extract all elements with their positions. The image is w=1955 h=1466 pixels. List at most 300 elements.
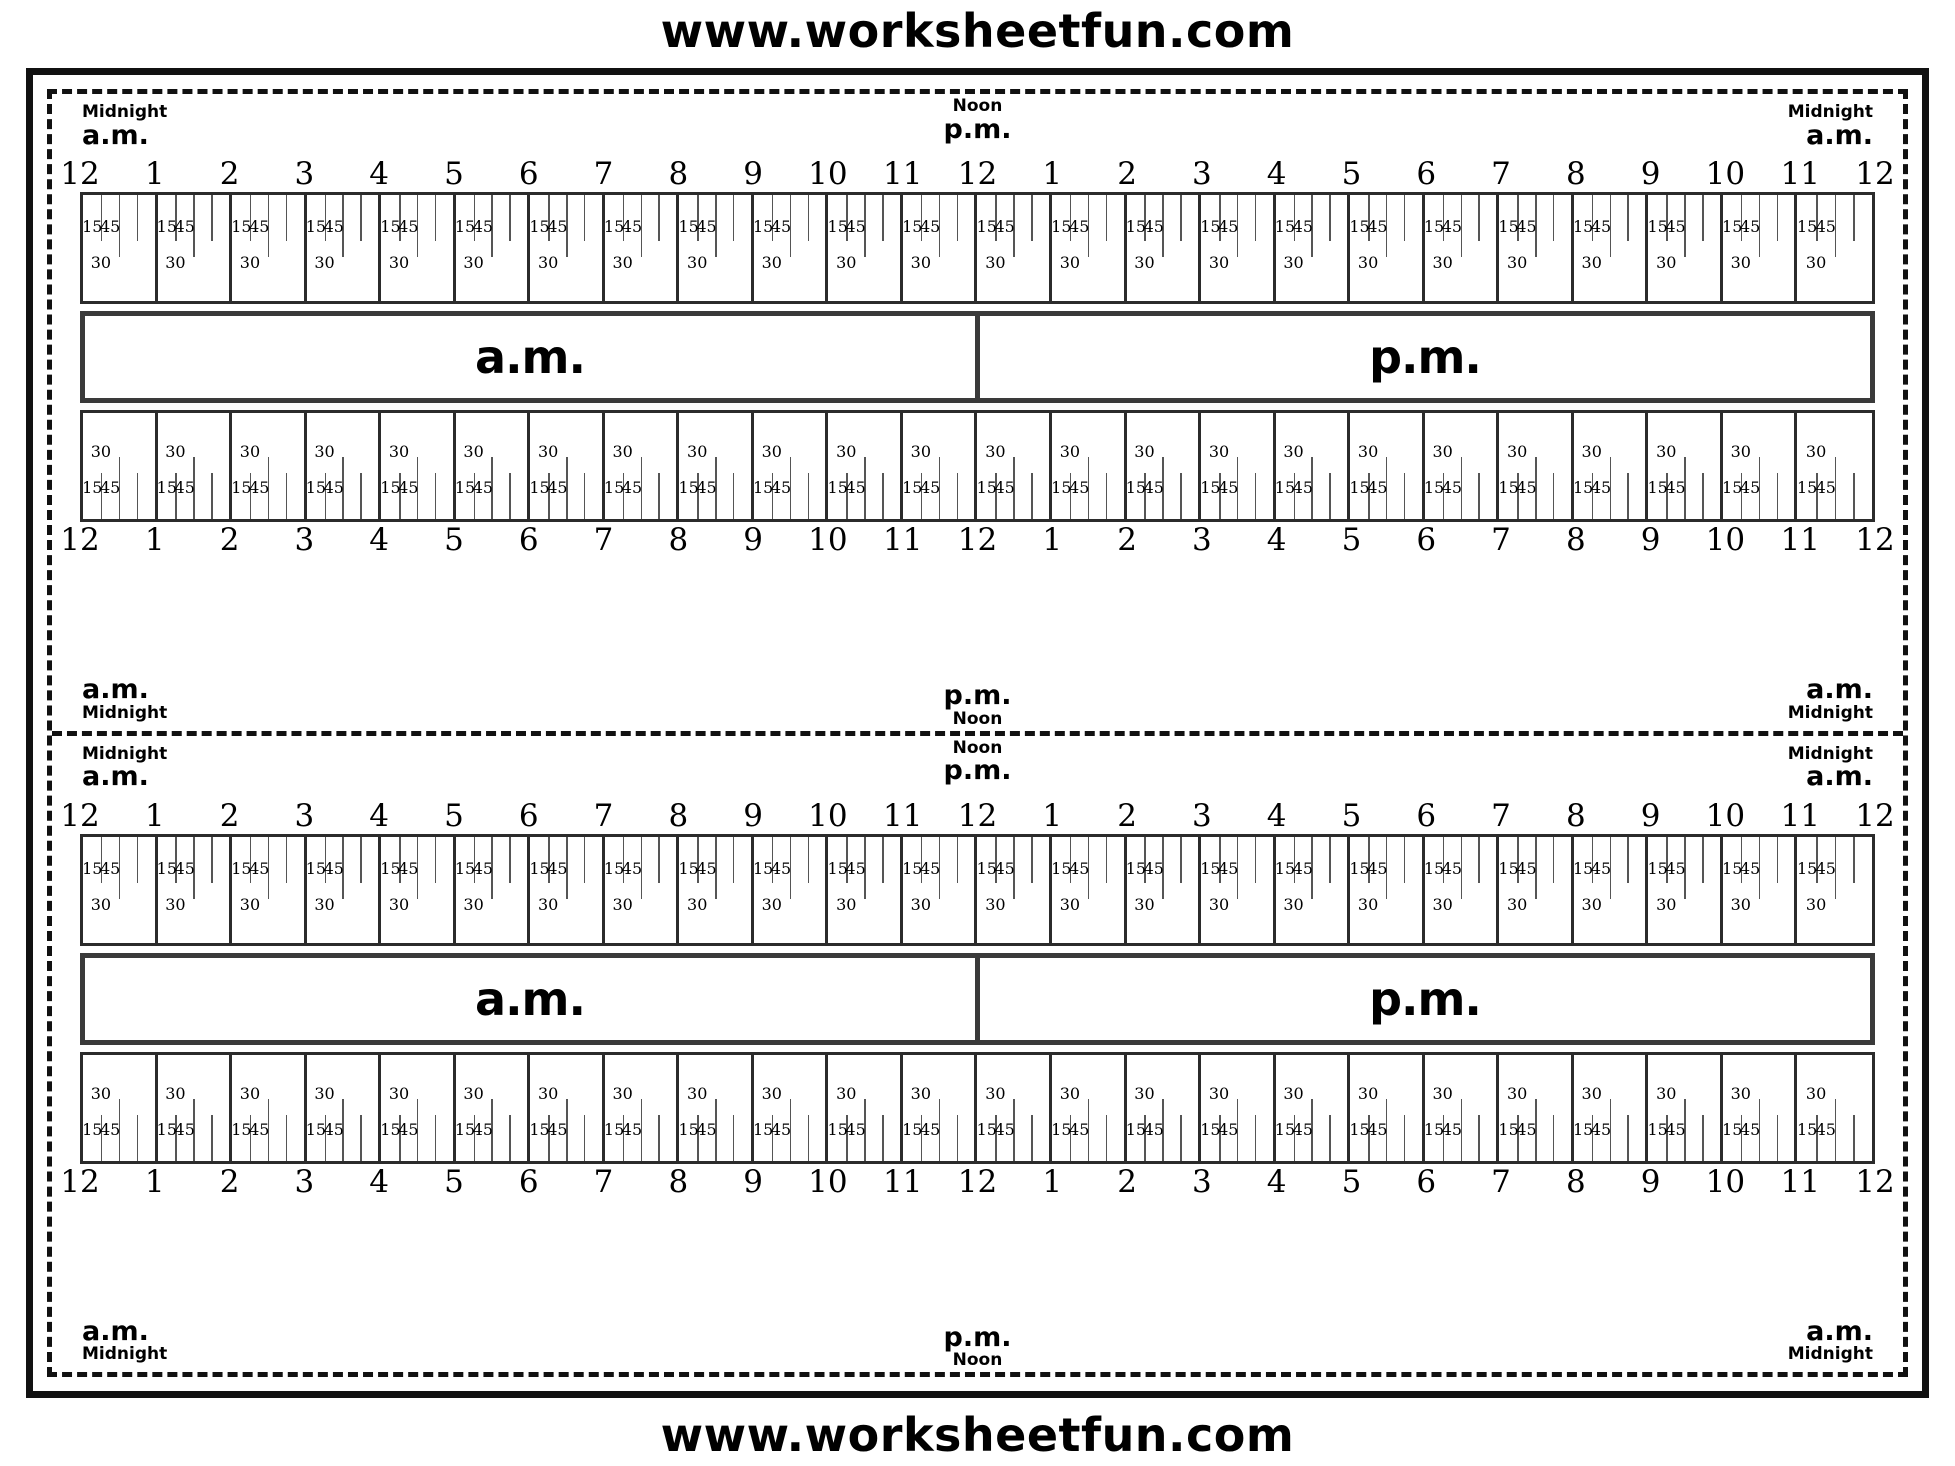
hour-cell — [1276, 837, 1351, 943]
hour-numbers-top-2 — [60, 797, 1895, 834]
minute-label: 45 — [1815, 858, 1836, 878]
hour-label: 9 — [1640, 156, 1661, 192]
minute-label: 45 — [1069, 1119, 1090, 1139]
minute-label: 15 — [1125, 858, 1147, 878]
minute-label: 15 — [1200, 1119, 1221, 1139]
hour-label: 6 — [518, 522, 539, 558]
minute-label: 15 — [1722, 1119, 1743, 1139]
minute-label: 30 — [1506, 253, 1528, 272]
hour-label: 10 — [808, 797, 848, 834]
hour-label: 2 — [219, 797, 240, 834]
minute-label: 30 — [314, 894, 335, 914]
minute-label: 15 — [976, 217, 997, 236]
hour-cell — [456, 195, 531, 301]
minute-label: 45 — [621, 1119, 643, 1139]
hour-cell — [754, 195, 829, 301]
hour-label: 4 — [369, 797, 390, 834]
minute-label: 15 — [1498, 478, 1519, 497]
minute-tick — [211, 837, 213, 883]
minute-tick — [435, 1115, 437, 1161]
hour-cell — [828, 195, 903, 301]
hour-cell — [1425, 195, 1500, 301]
hour-cell — [1574, 195, 1649, 301]
minute-label: 30 — [1581, 894, 1602, 914]
hour-label: 12 — [1855, 522, 1895, 558]
caption-top-right-2 — [1787, 743, 1873, 793]
hour-cell — [978, 1055, 1053, 1161]
hour-label: 7 — [1491, 1163, 1511, 1200]
minute-label: 30 — [388, 253, 410, 272]
hour-cell — [679, 1055, 754, 1161]
minute-tick — [1553, 837, 1555, 883]
ampm-answer-bar-2[interactable] — [80, 953, 1875, 1045]
noon-label: Noon — [952, 708, 1003, 729]
minute-tick — [882, 473, 884, 519]
hour-label: 9 — [743, 1163, 763, 1200]
hour-cell — [1574, 413, 1649, 519]
minute-label: 45 — [99, 217, 121, 236]
minute-tick — [435, 837, 437, 883]
hour-cell — [381, 837, 456, 943]
hour-label: 9 — [1640, 522, 1661, 558]
hour-cell — [1425, 413, 1500, 519]
minute-label: 15 — [902, 217, 923, 236]
minute-label: 30 — [165, 442, 186, 461]
minute-tick — [1106, 195, 1108, 241]
hour-label: 7 — [593, 797, 614, 834]
minute-label: 45 — [249, 1119, 270, 1139]
minute-label: 45 — [1441, 1119, 1463, 1139]
hour-label: 2 — [1117, 156, 1137, 192]
hour-label: 9 — [743, 522, 763, 558]
am-label: a.m. — [82, 1315, 149, 1347]
minute-label: 30 — [1805, 253, 1827, 272]
minute-label: 30 — [687, 442, 708, 461]
minute-label: 30 — [985, 442, 1006, 461]
minute-label: 45 — [323, 478, 344, 497]
minute-label: 45 — [174, 478, 195, 497]
minute-label: 45 — [696, 217, 717, 236]
minute-tick — [137, 473, 139, 519]
hour-cell — [1052, 837, 1127, 943]
hour-label: 7 — [593, 1163, 614, 1200]
hour-cell — [1127, 413, 1202, 519]
minute-label: 15 — [1200, 217, 1221, 236]
minute-tick — [1627, 195, 1629, 241]
minute-tick — [808, 1115, 810, 1161]
minute-tick — [1627, 1115, 1629, 1161]
minute-tick — [1329, 1115, 1331, 1161]
ampm-answer-bar-1[interactable] — [80, 311, 1875, 403]
minute-label: 15 — [1349, 478, 1370, 497]
minute-label: 15 — [82, 1119, 103, 1139]
minute-label: 15 — [380, 217, 401, 236]
minute-tick — [1404, 473, 1406, 519]
hour-label: 3 — [1192, 156, 1212, 192]
minute-label: 30 — [314, 253, 335, 272]
hour-cell — [381, 413, 456, 519]
minute-label: 45 — [1739, 217, 1761, 236]
minute-label: 30 — [761, 894, 782, 914]
hour-cell — [1723, 837, 1798, 943]
hour-cell — [456, 1055, 531, 1161]
minute-tick — [509, 195, 511, 241]
minute-label: 15 — [1796, 858, 1818, 878]
minute-label: 15 — [454, 858, 476, 878]
minute-label: 15 — [82, 217, 103, 236]
hour-label: 5 — [444, 797, 464, 834]
minute-label: 15 — [380, 858, 401, 878]
minute-tick — [584, 195, 586, 241]
minute-label: 30 — [1432, 253, 1453, 272]
minute-label: 15 — [1647, 858, 1668, 878]
tick-band-top-1 — [80, 192, 1875, 304]
minute-tick — [1853, 195, 1855, 241]
minute-tick — [360, 1115, 362, 1161]
hour-cell — [1648, 413, 1723, 519]
hour-cell — [1276, 413, 1351, 519]
minute-label: 45 — [1739, 478, 1761, 497]
hour-cell — [1350, 195, 1425, 301]
minute-tick — [957, 473, 959, 519]
am-half-2[interactable] — [85, 958, 980, 1040]
hour-cell — [1499, 837, 1574, 943]
hour-cell — [83, 837, 158, 943]
hour-label: 9 — [1640, 1163, 1661, 1200]
hour-label: 12 — [957, 522, 998, 558]
minute-label: 45 — [696, 478, 717, 497]
minute-tick — [1329, 837, 1331, 883]
hour-label: 6 — [1416, 1163, 1437, 1200]
hour-label: 12 — [60, 522, 100, 558]
minute-label: 45 — [1739, 1119, 1761, 1139]
caption-bottom-center-1 — [944, 682, 1012, 728]
caption-bottom-left-1 — [82, 676, 167, 722]
minute-tick — [1180, 837, 1182, 883]
minute-label: 30 — [239, 1083, 261, 1103]
minute-tick — [1180, 1115, 1182, 1161]
minute-label: 45 — [919, 478, 941, 497]
minute-label: 15 — [1796, 1119, 1818, 1139]
minute-label: 30 — [1581, 442, 1602, 461]
hour-label: 4 — [369, 1163, 390, 1200]
minute-label: 45 — [845, 478, 866, 497]
minute-label: 30 — [1208, 894, 1230, 914]
minute-label: 15 — [156, 478, 178, 497]
hour-cell — [1574, 1055, 1649, 1161]
minute-label: 45 — [1292, 217, 1314, 236]
minute-tick — [584, 837, 586, 883]
minute-tick — [733, 837, 735, 883]
minute-label: 45 — [994, 478, 1015, 497]
minute-label: 45 — [1441, 217, 1463, 236]
minute-label: 30 — [1805, 894, 1827, 914]
minute-label: 45 — [1069, 478, 1090, 497]
minute-label: 30 — [1283, 894, 1304, 914]
minute-tick — [1777, 473, 1779, 519]
pm-half-1[interactable] — [980, 316, 1870, 398]
minute-label: 15 — [1274, 1119, 1296, 1139]
minute-label: 15 — [1051, 478, 1072, 497]
minute-label: 45 — [1143, 478, 1164, 497]
minute-label: 45 — [1143, 1119, 1164, 1139]
minute-tick — [1031, 1115, 1033, 1161]
pm-half-2[interactable] — [980, 958, 1870, 1040]
hour-label: 3 — [294, 1163, 315, 1200]
minute-label: 15 — [902, 858, 923, 878]
minute-label: 30 — [1357, 253, 1379, 272]
minute-tick — [1404, 837, 1406, 883]
am-half-1[interactable] — [85, 316, 980, 398]
minute-label: 45 — [249, 478, 270, 497]
minute-label: 30 — [463, 253, 484, 272]
minute-tick — [658, 473, 660, 519]
hour-label: 2 — [1117, 522, 1137, 558]
hour-cell — [754, 413, 829, 519]
minute-tick — [1853, 473, 1855, 519]
minute-label: 45 — [1815, 217, 1836, 236]
minute-label: 15 — [1498, 858, 1519, 878]
minute-label: 30 — [537, 1083, 559, 1103]
minute-tick — [509, 473, 511, 519]
hour-cell — [903, 413, 978, 519]
site-footer: www.worksheetfun.com — [660, 1408, 1295, 1462]
minute-label: 15 — [1796, 478, 1818, 497]
hour-cell — [381, 1055, 456, 1161]
minute-tick — [137, 195, 139, 241]
pm-half-label: p.m. — [1369, 971, 1481, 1026]
minute-label: 30 — [612, 894, 633, 914]
am-label: a.m. — [82, 119, 149, 151]
minute-label: 30 — [836, 1083, 857, 1103]
minute-label: 30 — [612, 442, 633, 461]
hour-cell — [605, 195, 680, 301]
hour-label: 8 — [668, 522, 689, 558]
minute-label: 45 — [696, 858, 717, 878]
minute-label: 15 — [305, 1119, 327, 1139]
minute-tick — [286, 195, 288, 241]
minute-label: 30 — [761, 1083, 782, 1103]
minute-tick — [286, 837, 288, 883]
hour-label: 8 — [1565, 797, 1586, 834]
minute-label: 30 — [985, 1083, 1006, 1103]
minute-label: 30 — [1059, 1083, 1081, 1103]
hour-label: 8 — [1565, 1163, 1586, 1200]
minute-label: 45 — [472, 1119, 494, 1139]
hour-cell — [232, 1055, 307, 1161]
hour-cell — [1425, 837, 1500, 943]
am-label: a.m. — [1806, 761, 1873, 793]
minute-tick — [1553, 195, 1555, 241]
midnight-label: Midnight — [1787, 1344, 1873, 1365]
hour-numbers-bottom-2 — [60, 1163, 1895, 1200]
minute-label: 45 — [770, 217, 792, 236]
minute-tick — [1031, 837, 1033, 883]
hour-cell — [1276, 1055, 1351, 1161]
tick-band-bottom-2 — [80, 1052, 1875, 1164]
hour-label: 12 — [60, 797, 100, 834]
midnight-label: Midnight — [82, 743, 168, 764]
hour-cell — [1723, 413, 1798, 519]
minute-tick — [1853, 1115, 1855, 1161]
hour-cell — [307, 1055, 382, 1161]
minute-tick — [1702, 473, 1704, 519]
minute-label: 30 — [687, 1083, 708, 1103]
minute-label: 15 — [1647, 217, 1668, 236]
hour-cell — [903, 837, 978, 943]
hour-label: 10 — [1705, 522, 1746, 558]
caption-top-left-2 — [82, 743, 168, 793]
hour-numbers-bottom-1 — [60, 522, 1895, 558]
hour-cell — [530, 1055, 605, 1161]
hour-label: 2 — [219, 1163, 240, 1200]
minute-label: 30 — [836, 253, 857, 272]
minute-label: 30 — [1059, 253, 1081, 272]
am-label: a.m. — [82, 674, 149, 706]
minute-label: 45 — [1665, 858, 1686, 878]
minute-label: 30 — [1283, 1083, 1304, 1103]
minute-label: 45 — [1516, 217, 1537, 236]
hour-cell — [530, 837, 605, 943]
hour-label: 1 — [144, 797, 165, 834]
hour-cell — [978, 837, 1053, 943]
midnight-label: Midnight — [1787, 743, 1873, 764]
hour-cell — [1797, 413, 1872, 519]
minute-label: 30 — [165, 894, 186, 914]
minute-label: 30 — [537, 894, 559, 914]
minute-label: 30 — [1134, 894, 1155, 914]
minute-tick — [286, 1115, 288, 1161]
minute-label: 30 — [1134, 253, 1155, 272]
midnight-label: Midnight — [1787, 702, 1873, 723]
hour-label: 3 — [294, 156, 315, 192]
minute-label: 45 — [1292, 1119, 1314, 1139]
minute-label: 15 — [305, 858, 327, 878]
minute-label: 15 — [156, 217, 178, 236]
hour-label: 8 — [668, 156, 689, 192]
hour-label: 6 — [1416, 522, 1437, 558]
minute-label: 15 — [1572, 1119, 1594, 1139]
minute-label: 30 — [1581, 1083, 1602, 1103]
hour-cell — [158, 413, 233, 519]
hour-label: 2 — [219, 156, 240, 192]
hour-cell — [307, 413, 382, 519]
minute-tick — [882, 1115, 884, 1161]
minute-label: 15 — [82, 478, 103, 497]
hour-label: 4 — [369, 522, 390, 558]
minute-tick — [658, 1115, 660, 1161]
minute-label: 15 — [678, 1119, 699, 1139]
minute-tick — [808, 195, 810, 241]
minute-tick — [435, 195, 437, 241]
hour-cell — [83, 413, 158, 519]
hour-label: 5 — [1341, 522, 1362, 558]
hour-label: 11 — [882, 522, 923, 558]
minute-label: 45 — [472, 858, 494, 878]
minute-label: 45 — [1069, 217, 1090, 236]
minute-label: 30 — [1581, 253, 1602, 272]
hour-cell — [307, 837, 382, 943]
minute-label: 15 — [1722, 217, 1743, 236]
minute-tick — [1553, 473, 1555, 519]
minute-label: 15 — [529, 217, 550, 236]
caption-bottom-right-2 — [1787, 1315, 1873, 1365]
minute-label: 45 — [621, 217, 643, 236]
minute-label: 45 — [1218, 858, 1239, 878]
minute-label: 30 — [1059, 442, 1081, 461]
minute-label: 15 — [1274, 217, 1296, 236]
minute-tick — [733, 195, 735, 241]
minute-label: 30 — [165, 1083, 186, 1103]
minute-label: 15 — [827, 478, 848, 497]
hour-label: 4 — [1266, 1163, 1287, 1200]
hour-cell — [1723, 1055, 1798, 1161]
hour-cell — [1052, 1055, 1127, 1161]
minute-label: 15 — [1200, 478, 1221, 497]
minute-label: 30 — [388, 1083, 410, 1103]
timeline-strip-1 — [52, 94, 1903, 736]
minute-label: 15 — [976, 478, 997, 497]
minute-label: 15 — [231, 1119, 252, 1139]
minute-label: 45 — [770, 1119, 792, 1139]
minute-tick — [1255, 195, 1257, 241]
minute-label: 45 — [249, 858, 270, 878]
minute-tick — [1031, 473, 1033, 519]
minute-label: 30 — [1432, 442, 1453, 461]
minute-label: 30 — [537, 442, 559, 461]
hour-cell — [1499, 413, 1574, 519]
noon-label: Noon — [952, 96, 1003, 116]
hour-cell — [232, 195, 307, 301]
caption-top-left-1 — [82, 104, 167, 150]
minute-label: 45 — [323, 217, 344, 236]
minute-label: 30 — [90, 1083, 112, 1103]
am-label: a.m. — [1806, 119, 1873, 151]
hour-label: 8 — [668, 797, 689, 834]
minute-label: 30 — [1432, 894, 1453, 914]
hour-label: 11 — [1780, 522, 1820, 558]
minute-label: 45 — [1367, 858, 1388, 878]
minute-label: 45 — [1441, 858, 1463, 878]
hour-cell — [1648, 1055, 1723, 1161]
hour-cell — [1425, 1055, 1500, 1161]
caption-bottom-right-1 — [1788, 676, 1873, 722]
minute-label: 45 — [845, 858, 866, 878]
minute-label: 45 — [323, 858, 344, 878]
minute-label: 15 — [603, 858, 625, 878]
hour-cell — [903, 195, 978, 301]
hour-cell — [1052, 413, 1127, 519]
minute-tick — [658, 195, 660, 241]
hour-cell — [978, 195, 1053, 301]
hour-cell — [456, 413, 531, 519]
minute-label: 30 — [90, 894, 112, 914]
caption-top-right-1 — [1788, 104, 1873, 150]
minute-label: 30 — [1432, 1083, 1453, 1103]
minute-tick — [211, 195, 213, 241]
minute-label: 15 — [231, 858, 252, 878]
minute-label: 30 — [1208, 1083, 1230, 1103]
minute-label: 30 — [463, 1083, 484, 1103]
minute-label: 45 — [1069, 858, 1090, 878]
minute-label: 45 — [547, 217, 568, 236]
minute-label: 30 — [1656, 442, 1677, 461]
minute-label: 30 — [836, 442, 857, 461]
minute-label: 45 — [994, 217, 1015, 236]
hour-label: 8 — [1565, 156, 1586, 192]
hour-label: 6 — [518, 797, 539, 834]
hour-label: 10 — [1705, 1163, 1746, 1200]
